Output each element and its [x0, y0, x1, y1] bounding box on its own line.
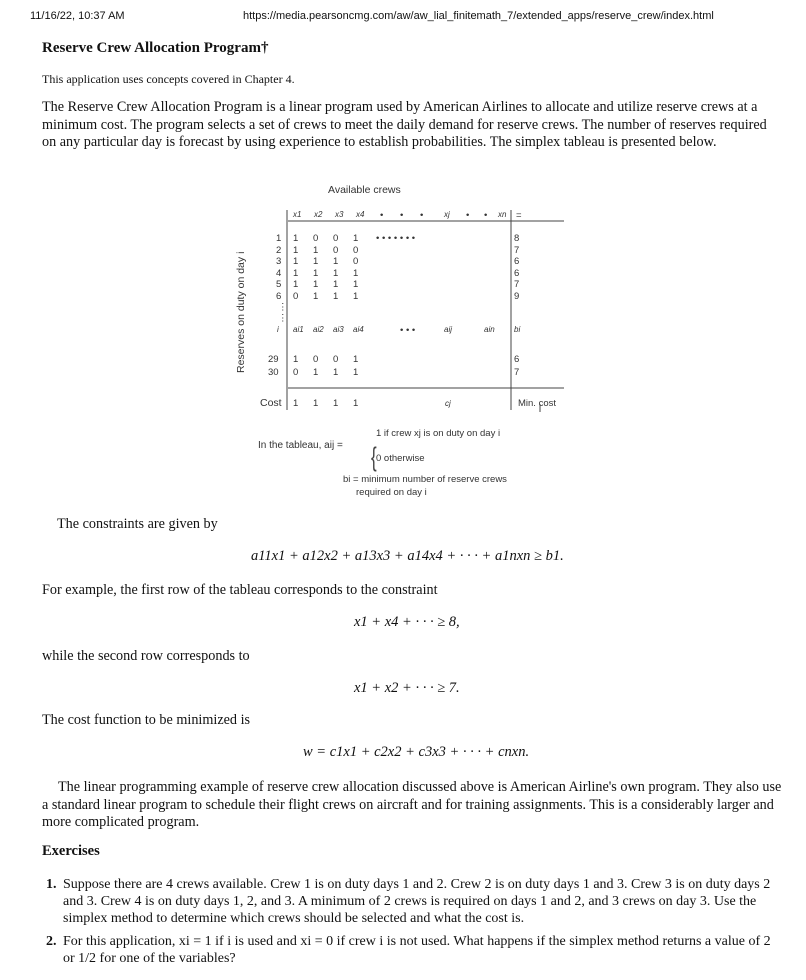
cell-value: 0 [333, 233, 339, 244]
chapter-note: This application uses concepts covered in Chapter 4. [42, 72, 295, 86]
aij-case-1: 1 if crew xj is on duty on day i [376, 428, 501, 439]
print-url[interactable]: https://media.pearsoncmg.com/aw/aw_lial_finitemath_7/extended_apps/reserve_crew/index.html [243, 10, 714, 22]
column-label: • [380, 210, 384, 221]
column-label: • [466, 210, 470, 221]
column-label: x2 [314, 210, 323, 219]
cell-value: 0 [353, 256, 359, 267]
column-label: x4 [356, 210, 365, 219]
ellipsis: ⋮ [278, 302, 288, 313]
cell-value: ai4 [353, 325, 364, 334]
cost-label: Cost [260, 397, 282, 409]
side-label: Reserves on duty on day i [235, 251, 247, 373]
bi-definition-2: required on day i [356, 487, 427, 498]
cell-value: ai2 [313, 325, 324, 334]
row-day-label: 2 [276, 244, 282, 256]
closing-paragraph: The linear programming example of reserve crew allocation discussed above is American Airline's own program. They also use a standard linear program to schedule their flight crews on aircraft and for training assignments. This is a considerably larger and more complicated program. [42, 779, 782, 830]
column-label: x1 [293, 210, 302, 219]
cell-value: 1 [333, 267, 339, 279]
row-day-label: 5 [276, 279, 282, 290]
column-label: • [420, 210, 424, 221]
aij-case-0: 0 otherwise [376, 453, 425, 464]
column-label: = [516, 210, 522, 221]
intro-paragraph: The Reserve Crew Allocation Program is a linear program used by American Airlines to allocate and utilize reserve crews at a minimum cost. The program selects a set of crews to meet the daily demand for reserve crews. The number of reserves required on any particular day is forecast by using experience to establish probabilities. The simplex tableau is presented below. [42, 99, 767, 150]
row-ellipsis: • • • • • • • [376, 233, 416, 244]
column-label: x3 [335, 210, 344, 219]
aij-definition-prefix: In the tableau, aij = [258, 440, 343, 451]
cell-value: 0 [313, 233, 319, 244]
column-label: xn [498, 210, 507, 219]
row1-equation: x1 + x4 + · · · ≥ 8, [354, 614, 460, 630]
cell-value: 1 [353, 367, 359, 378]
row-day-label: 1 [276, 233, 282, 244]
cost-value: 1 [293, 398, 299, 409]
cell-value: 1 [353, 233, 359, 244]
bi-definition-1: bi = minimum number of reserve crews [343, 474, 507, 485]
cell-value: ai1 [293, 325, 304, 334]
print-datetime: 11/16/22, 10:37 AM [30, 10, 125, 22]
cell-value: 1 [293, 244, 299, 256]
exercise-text: For this application, xi = 1 if i is used and xi = 0 if crew i is not used. What happens if the simplex method returns a value of 2 or 1/2 for one of the variables? [63, 933, 771, 966]
cell-value: 1 [353, 354, 359, 365]
cell-value: 1 [293, 256, 299, 267]
row-day-label: i [277, 325, 279, 334]
cost-value: 1 [333, 398, 339, 409]
cell-value: 1 [333, 367, 339, 378]
column-label: • [484, 210, 488, 221]
cell-value: 0 [353, 244, 359, 256]
cell-value: 1 [313, 244, 319, 256]
cell-value: 0 [293, 290, 299, 302]
cell-value: 0 [333, 354, 339, 365]
cell-value: 1 [333, 279, 339, 290]
row-b-value: 7 [514, 244, 520, 256]
cost-value: 1 [313, 398, 319, 409]
row-day-label: 30 [268, 367, 279, 378]
exercise-item [42, 876, 782, 928]
simplex-tableau-figure [235, 176, 580, 506]
cell-value: 1 [353, 279, 359, 290]
cell-value: ai3 [333, 325, 344, 334]
constraints-label: The constraints are given by [57, 516, 218, 532]
example-label: For example, the first row of the tableau corresponds to the constraint [42, 582, 438, 598]
cell-value: 0 [333, 244, 339, 256]
row-day-label: 29 [268, 354, 279, 365]
exercise-list [42, 876, 782, 972]
cell-value: 1 [313, 279, 319, 290]
row-day-label: 3 [276, 256, 282, 267]
row-b-value: 9 [514, 290, 520, 302]
ellipsis: ⋮ [278, 313, 288, 324]
cell-value: 0 [313, 354, 319, 365]
row-b-value: 6 [514, 256, 520, 267]
cell-value: 1 [313, 367, 319, 378]
figure-header: Available crews [328, 184, 401, 196]
exercise-number: 2. [46, 933, 57, 949]
print-header [30, 10, 788, 26]
cell-aij: aij [444, 325, 453, 334]
row-b-value: 6 [514, 267, 520, 279]
cell-value: 0 [293, 367, 299, 378]
cell-value: 1 [353, 290, 359, 302]
row-b-value: 8 [514, 233, 520, 244]
exercise-text: Suppose there are 4 crews available. Crew 1 is on duty days 1 and 2. Crew 2 is on duty days 1 and 3. Crew 3 is on duty days 2 and 3. Crew 4 is on duty days 1, 2, and 3. A minimum of 2 crews is required on days 1 and 2, and 3 crews on day 3. Use the simplex method to determine which crews should be selected and what the cost is. [63, 877, 771, 927]
row-b-value: 6 [514, 354, 520, 365]
cell-value: 1 [333, 256, 339, 267]
row-day-label: 4 [276, 267, 282, 279]
exercise-item [42, 933, 782, 967]
page-title: Reserve Crew Allocation Program† [42, 40, 269, 56]
cell-value: 1 [293, 267, 299, 279]
cell-ain: ain [484, 325, 495, 334]
cost-function-equation: w = c1x1 + c2x2 + c3x3 + · · · + cnxn. [303, 744, 530, 760]
cell-value: 1 [293, 354, 299, 365]
constraint-equation: a11x1 + a12x2 + a13x3 + a14x4 + · · · + a1nxn ≥ b1. [251, 548, 564, 564]
cell-value: 1 [313, 256, 319, 267]
row-b-value: bi [514, 325, 521, 334]
cell-value: 1 [293, 233, 299, 244]
cost-cj: cj [445, 399, 451, 408]
exercises-heading: Exercises [42, 843, 100, 859]
cell-value: 1 [333, 290, 339, 302]
brace: { [371, 442, 377, 473]
cell-value: 1 [293, 279, 299, 290]
cell-value: 1 [353, 267, 359, 279]
cell-value: 1 [313, 267, 319, 279]
ellipsis: • • • [400, 325, 416, 336]
second-row-label: while the second row corresponds to [42, 648, 250, 664]
row-b-value: 7 [514, 367, 520, 378]
column-label: xj [444, 210, 450, 219]
column-label: • [400, 210, 404, 221]
cost-value: 1 [353, 398, 359, 409]
row-b-value: 7 [514, 279, 520, 290]
min-cost-label: Min. cost [518, 398, 557, 409]
cell-value: 1 [313, 290, 319, 302]
exercise-number: 1. [46, 877, 57, 892]
cost-function-label: The cost function to be minimized is [42, 712, 251, 728]
row-day-label: 6 [276, 290, 282, 302]
row2-equation: x1 + x2 + · · · ≥ 7. [354, 680, 460, 696]
